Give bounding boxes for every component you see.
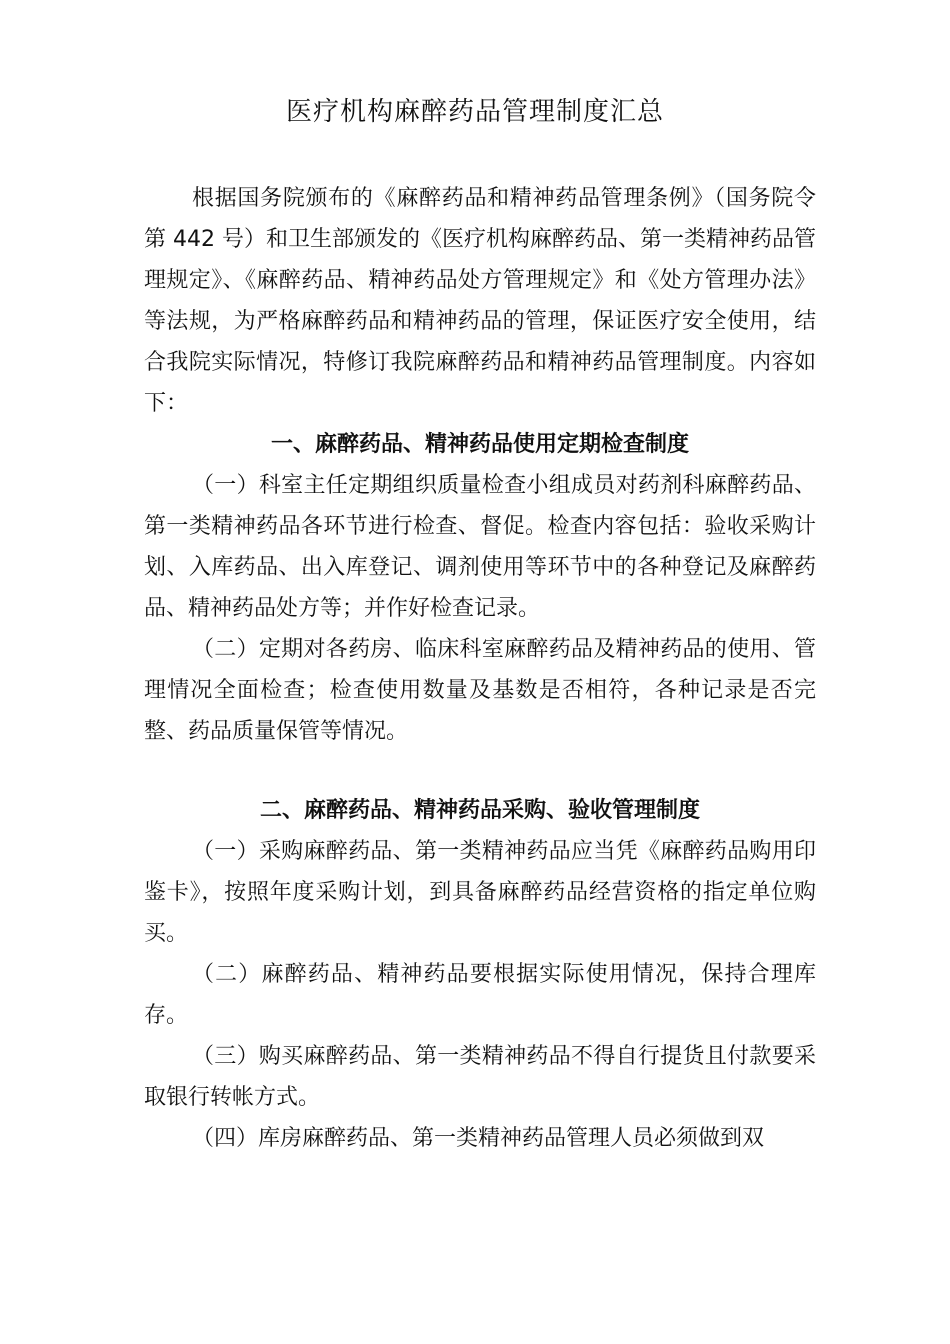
section-1-heading: 一、麻醉药品、精神药品使用定期检查制度 (270, 432, 689, 457)
section-1-paragraph: （一）科室主任定期组织质量检查小组成员对药剂科麻醉药品、第一类精神药品各环节进行检查、督促。检查内容包括：验收采购计划、入库药品、出入库登记、调剂使用等环节中的各种登记及麻醉药品、精神药品处方等；并作好检查记录。 (144, 473, 816, 621)
section-1-paragraph: （二）定期对各药房、临床科室麻醉药品及精神药品的使用、管理情况全面检查；检查使用数量及基数是否相符，各种记录是否完整、药品质量保管等情况。 (144, 637, 816, 744)
section-spacer (144, 752, 816, 790)
intro-paragraph: 根据国务院颁布的《麻醉药品和精神药品管理条例》（国务院令第 442 号）和卫生部颁发的《医疗机构麻醉药品、第一类精神药品管理规定》、《麻醉药品、精神药品处方管理规定》和《处方管理办法》等法规，为严格麻醉药品和精神药品的管理，保证医疗安全使用，结合我院实际情况，特修订我院麻醉药品和精神药品管理制度。内容如下： (144, 186, 816, 416)
document-title: 医疗机构麻醉药品管理制度汇总 (285, 97, 664, 127)
section-2-heading: 二、麻醉药品、精神药品采购、验收管理制度 (259, 798, 700, 823)
section-2-paragraph: （二）麻醉药品、精神药品要根据实际使用情况，保持合理库存。 (144, 962, 816, 1028)
section-2-paragraph: （三）购买麻醉药品、第一类精神药品不得自行提货且付款要采取银行转帐方式。 (144, 1044, 816, 1110)
section-2-paragraph: （四）库房麻醉药品、第一类精神药品管理人员必须做到双 (192, 1126, 765, 1151)
document-body (144, 178, 816, 1159)
section-2-paragraph: （一）采购麻醉药品、第一类精神药品应当凭《麻醉药品购用印鉴卡》，按照年度采购计划，到具备麻醉药品经营资格的指定单位购买。 (144, 839, 816, 946)
